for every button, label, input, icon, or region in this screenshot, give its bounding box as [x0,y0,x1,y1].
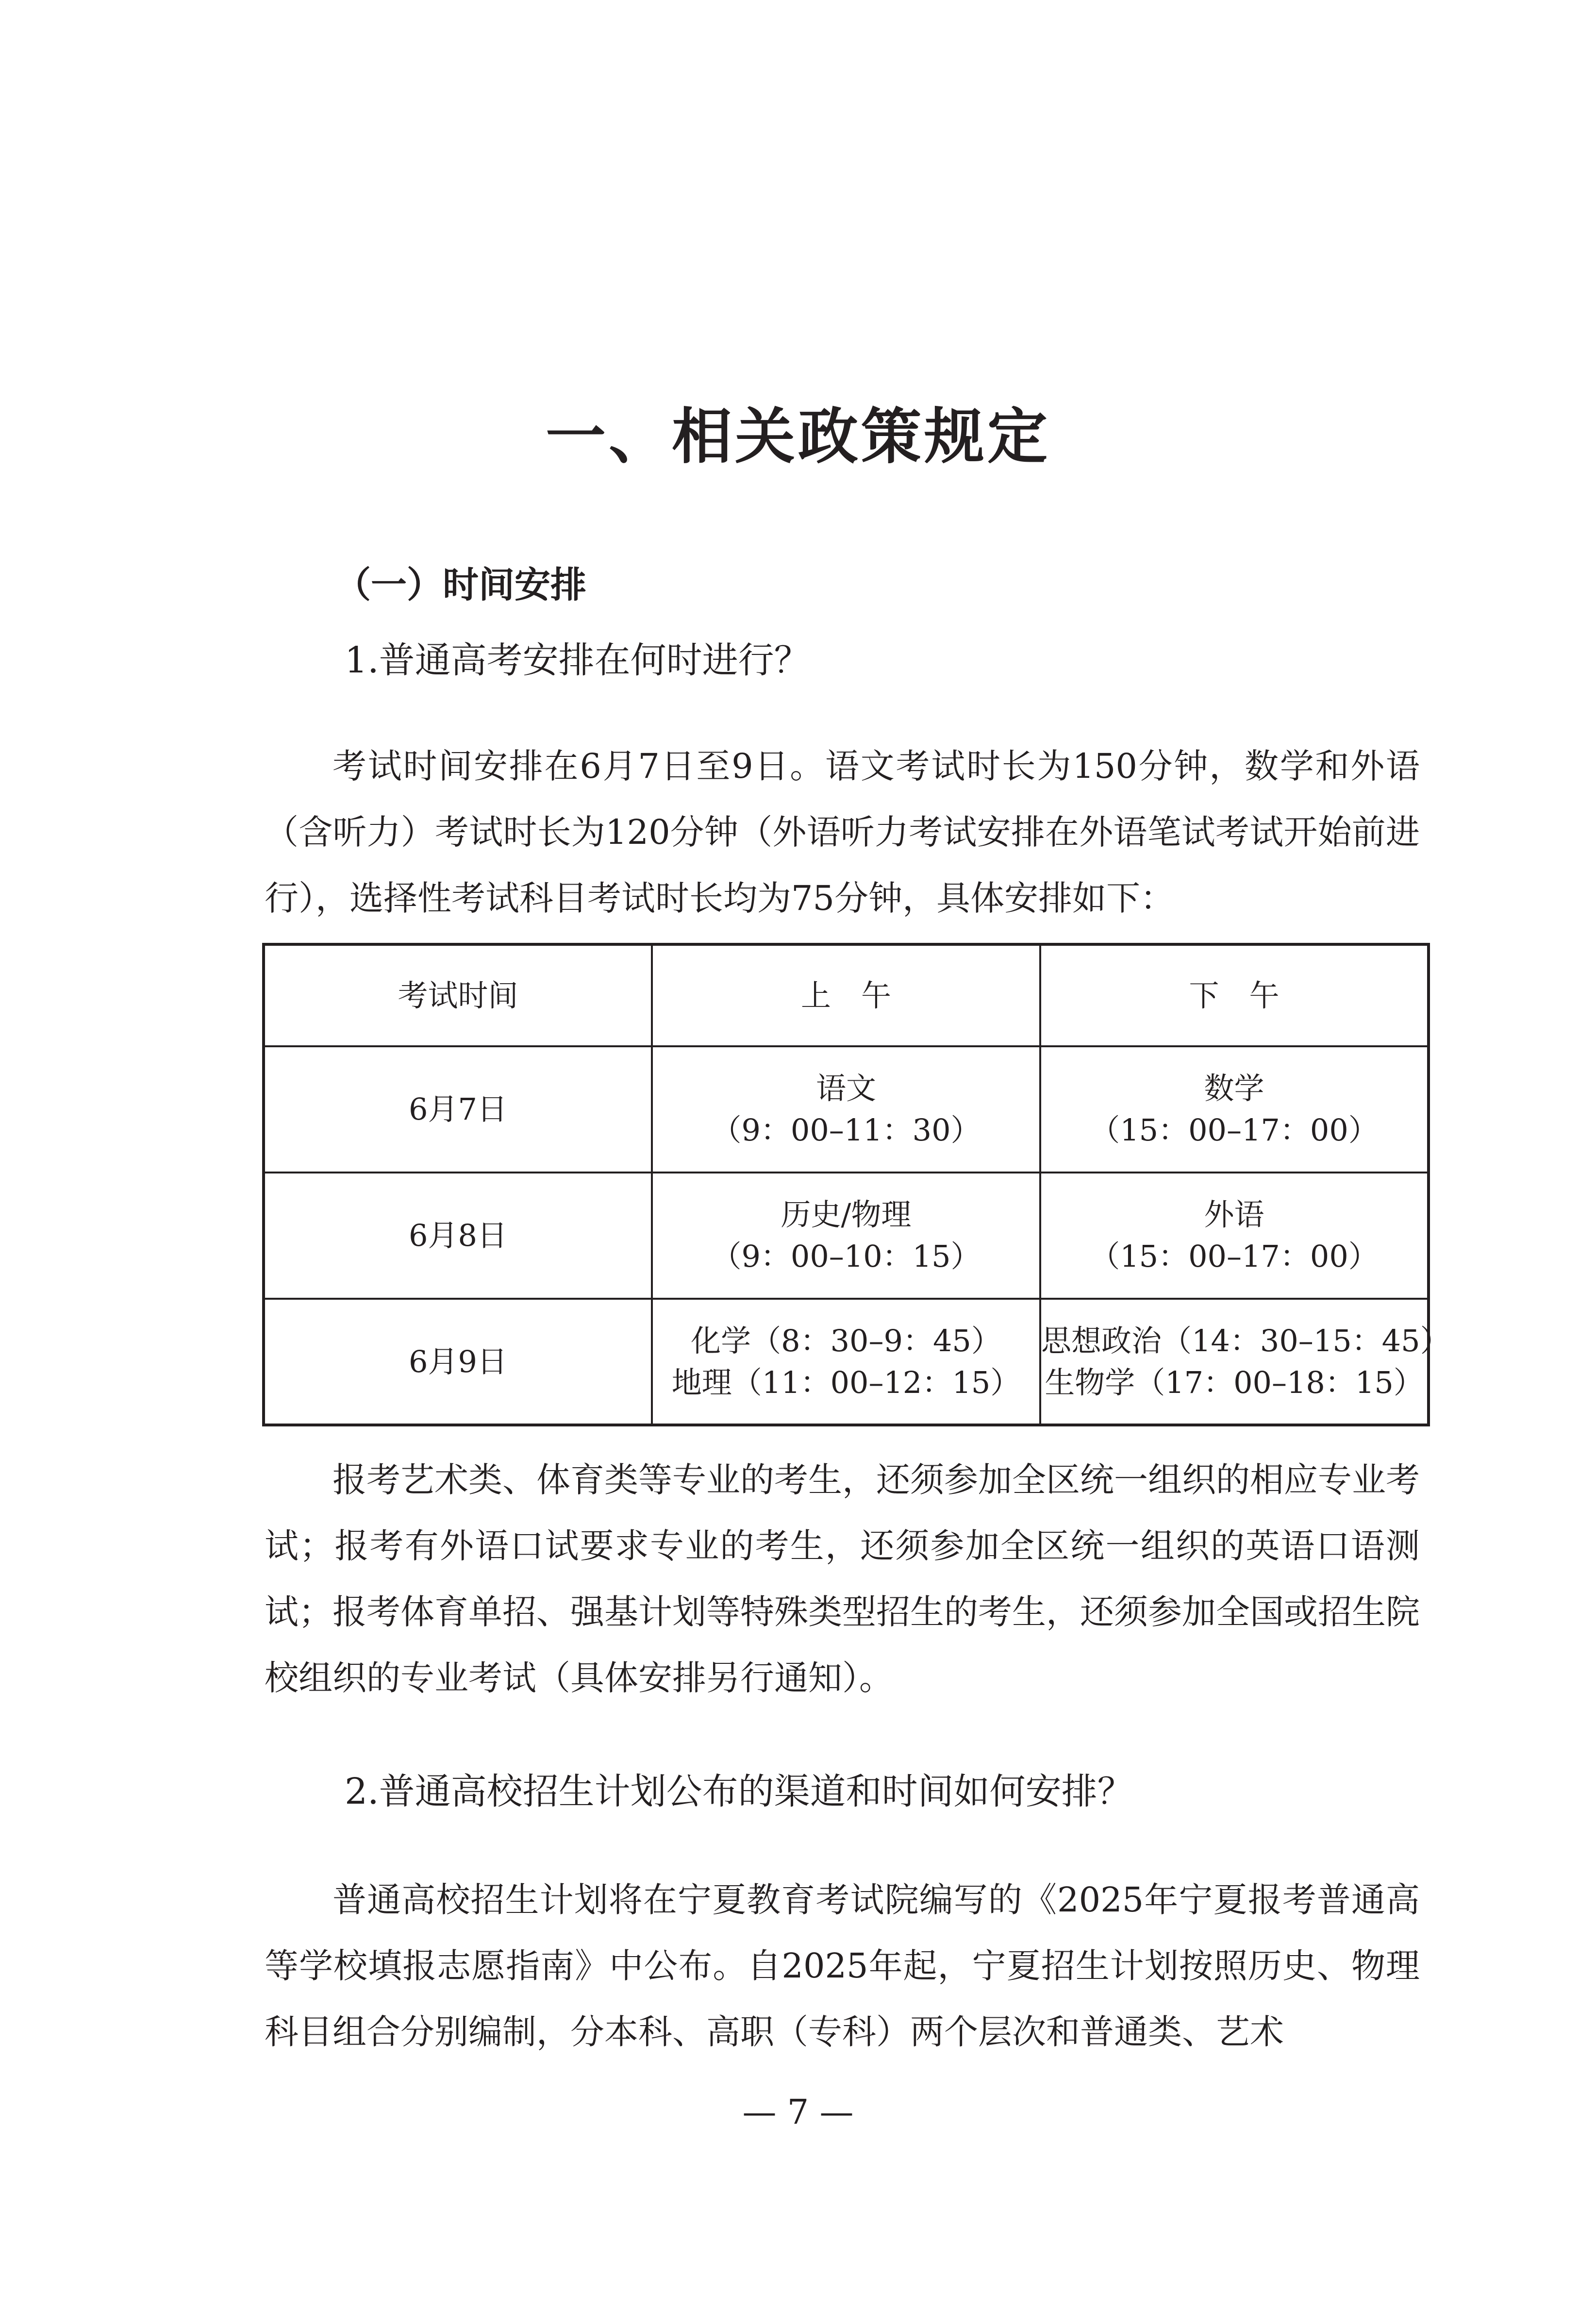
morning-time: （9：00–10：15） [711,1239,981,1274]
paragraph-3: 普通高校招生计划将在宁夏教育考试院编写的《2025年宁夏报考普通高等学校填报志愿指南》中公布。自2025年起，宁夏招生计划按照历史、物理科目组合分别编制，分本科、高职（专科）两个层次和普通类、艺术 [265,1880,1420,2052]
date-cell: 6月7日 [264,1046,652,1173]
afternoon-subject-1: 思想政治（14：30–15：45） [1041,1323,1450,1358]
morning-cell [652,1046,1040,1173]
afternoon-subject-2: 生物学（17：00–18：15） [1045,1364,1424,1400]
header-exam-time: 考试时间 [264,944,652,1046]
afternoon-time: （15：00–17：00） [1090,1239,1379,1274]
table-row [264,1299,1429,1425]
paragraph-1: 考试时间安排在6月7日至9日。语文考试时长为150分钟，数学和外语（含听力）考试时长为120分钟（外语听力考试安排在外语笔试考试开始前进行），选择性考试科目考试时长均为75分钟，具体安排如下： [265,746,1420,918]
date-cell: 6月9日 [264,1299,652,1425]
table-row [264,1046,1429,1173]
date-cell: 6月8日 [264,1173,652,1299]
morning-cell [652,1299,1040,1425]
header-afternoon: 下 午 [1040,944,1429,1046]
afternoon-subject: 外语 [1204,1197,1264,1232]
page-title: 一、相关政策规定 [545,402,1050,472]
afternoon-cell [1040,1046,1429,1173]
question-2: 2.普通高校招生计划公布的渠道和时间如何安排？ [345,1771,1133,1812]
afternoon-time: （15：00–17：00） [1090,1112,1379,1148]
morning-subject-1: 化学（8：30–9：45） [691,1323,1001,1358]
table-row [264,1173,1429,1299]
header-morning: 上 午 [652,944,1040,1046]
afternoon-cell [1040,1299,1450,1425]
afternoon-cell [1040,1173,1429,1299]
paragraph-2: 报考艺术类、体育类等专业的考生，还须参加全区统一组织的相应专业考试；报考有外语口试要求专业的考生，还须参加全区统一组织的英语口语测试；报考体育单招、强基计划等特殊类型招生的考生，还须参加全国或招生院校组织的专业考试（具体安排另行通知）。 [265,1460,1420,1698]
section-heading: （一）时间安排 [335,564,586,606]
afternoon-subject: 数学 [1204,1071,1264,1106]
morning-cell [652,1173,1040,1299]
morning-time: （9：00–11：30） [711,1112,981,1148]
table-header-row [264,944,1429,1046]
exam-schedule-table [262,943,1450,1426]
morning-subject: 语文 [815,1071,876,1106]
morning-subject-2: 地理（11：00–12：15） [671,1364,1021,1400]
morning-subject: 历史/物理 [781,1197,912,1232]
question-1: 1.普通高考安排在何时进行？ [345,639,810,681]
page-number: — 7 — [742,2092,854,2132]
